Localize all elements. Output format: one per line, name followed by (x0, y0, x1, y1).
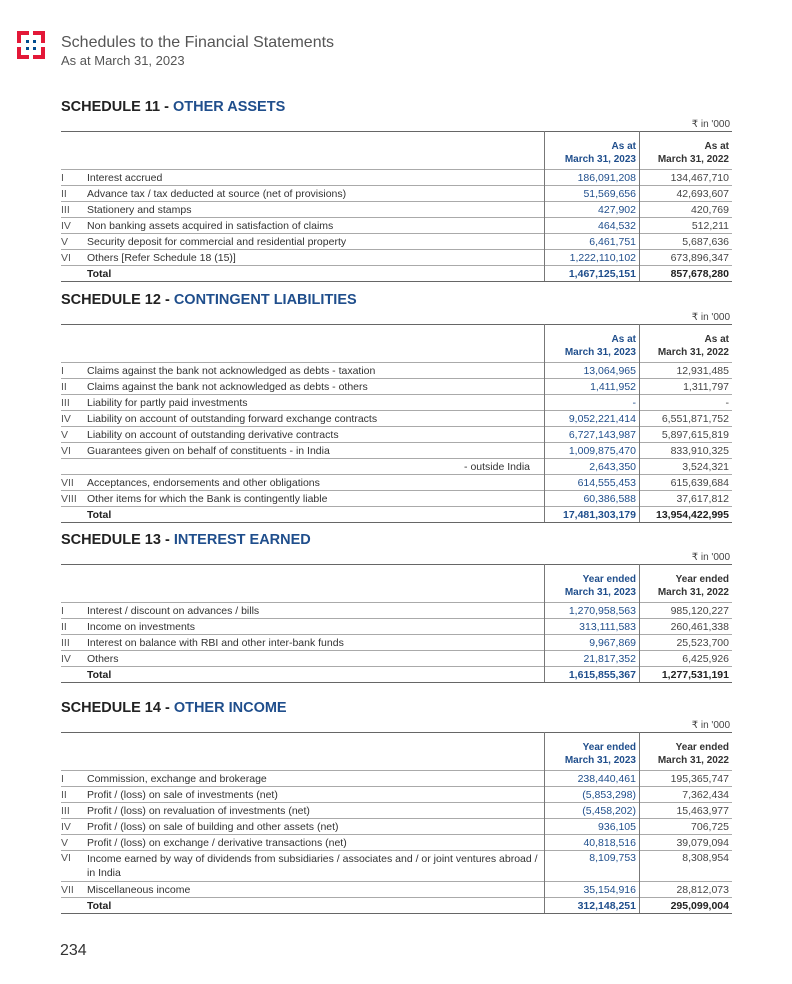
unit-label: ₹ in '000 (691, 552, 730, 563)
row-description: Acceptances, endorsements and other obligations (84, 475, 545, 491)
value-current-year: 9,967,869 (545, 635, 640, 651)
column-header-col2 (640, 565, 733, 603)
value-previous-year: 706,725 (640, 819, 733, 835)
column-header-col1 (545, 132, 640, 170)
value-current-year: 1,411,952 (545, 379, 640, 395)
value-previous-year: 39,079,094 (640, 835, 733, 851)
table-row (61, 619, 732, 635)
schedule-name: CONTINGENT LIABILITIES (173, 292, 357, 308)
row-description: Guarantees given on behalf of constituents - in India (84, 443, 545, 459)
schedule-heading (61, 292, 732, 310)
row-description: Claims against the bank not acknowledged as debts - others (84, 379, 545, 395)
row-number (61, 507, 84, 523)
row-number: II (61, 619, 84, 635)
blank-header (84, 132, 545, 170)
value-current-year: 9,052,221,414 (545, 411, 640, 427)
unit-label: ₹ in '000 (691, 312, 730, 323)
value-previous-year: 673,896,347 (640, 250, 733, 266)
row-description: Security deposit for commercial and residential property (84, 234, 545, 250)
column-header-col2 (640, 733, 733, 771)
table-row (61, 443, 732, 459)
row-description: Advance tax / tax deducted at source (net of provisions) (84, 186, 545, 202)
value-current-year: 1,009,875,470 (545, 443, 640, 459)
value-previous-year: 3,524,321 (640, 459, 733, 475)
table-row (61, 882, 732, 898)
row-number: VI (61, 443, 84, 459)
value-current-year: 51,569,656 (545, 186, 640, 202)
row-number: I (61, 363, 84, 379)
row-number: I (61, 771, 84, 787)
table-row (61, 427, 732, 443)
column-header-line: March 31, 2023 (564, 587, 636, 598)
value-current-year: (5,853,298) (545, 787, 640, 803)
total-previous-year: 13,954,422,995 (640, 507, 733, 523)
row-number: III (61, 395, 84, 411)
table-row (61, 787, 732, 803)
row-number (61, 898, 84, 914)
value-previous-year: 985,120,227 (640, 603, 733, 619)
schedule-prefix: SCHEDULE 13 - (61, 532, 174, 548)
total-current-year: 1,467,125,151 (545, 266, 640, 282)
row-number: II (61, 379, 84, 395)
column-header-line: March 31, 2022 (657, 154, 729, 165)
row-description: Income on investments (84, 619, 545, 635)
value-previous-year: 512,211 (640, 218, 733, 234)
total-row (61, 667, 732, 683)
column-header-line: March 31, 2023 (564, 347, 636, 358)
table-row (61, 635, 732, 651)
value-current-year: 427,902 (545, 202, 640, 218)
value-current-year: 238,440,461 (545, 771, 640, 787)
schedule-table (61, 564, 732, 683)
value-previous-year: 28,812,073 (640, 882, 733, 898)
table-row (61, 491, 732, 507)
row-number: VI (61, 851, 84, 882)
row-description: Others (84, 651, 545, 667)
row-number: V (61, 427, 84, 443)
header-row (61, 132, 732, 170)
column-header-line: March 31, 2023 (564, 154, 636, 165)
value-current-year: 40,818,516 (545, 835, 640, 851)
row-number: IV (61, 411, 84, 427)
unit-label: ₹ in '000 (691, 720, 730, 731)
blank-header (61, 565, 84, 603)
total-previous-year: 295,099,004 (640, 898, 733, 914)
row-description: - outside India (84, 459, 545, 475)
row-description: Income earned by way of dividends from subsidiaries / associates and / or joint ventures abroad / in India (84, 851, 545, 882)
value-current-year: 6,727,143,987 (545, 427, 640, 443)
schedule-11-other-assets (61, 99, 732, 282)
total-previous-year: 857,678,280 (640, 266, 733, 282)
total-current-year: 17,481,303,179 (545, 507, 640, 523)
row-number (61, 266, 84, 282)
header-row (61, 733, 732, 771)
row-number: VII (61, 475, 84, 491)
page-subtitle: As at March 31, 2023 (61, 53, 185, 68)
total-label: Total (84, 667, 545, 683)
blank-header (84, 565, 545, 603)
column-header-line: As at (611, 334, 636, 345)
total-label: Total (84, 266, 545, 282)
value-current-year: 936,105 (545, 819, 640, 835)
bank-logo-icon (17, 31, 45, 59)
row-number (61, 459, 84, 475)
schedule-13-interest-earned (61, 532, 732, 683)
total-current-year: 1,615,855,367 (545, 667, 640, 683)
value-current-year: (5,458,202) (545, 803, 640, 819)
row-number: VI (61, 250, 84, 266)
value-previous-year: 420,769 (640, 202, 733, 218)
row-description: Other items for which the Bank is contingently liable (84, 491, 545, 507)
row-number: II (61, 787, 84, 803)
row-number: III (61, 202, 84, 218)
total-label: Total (84, 507, 545, 523)
row-description: Non banking assets acquired in satisfaction of claims (84, 218, 545, 234)
row-number: VIII (61, 491, 84, 507)
total-label: Total (84, 898, 545, 914)
value-current-year: 35,154,916 (545, 882, 640, 898)
value-previous-year: 7,362,434 (640, 787, 733, 803)
schedule-table (61, 732, 732, 914)
table-row (61, 603, 732, 619)
row-number: I (61, 603, 84, 619)
row-description: Profit / (loss) on exchange / derivative transactions (net) (84, 835, 545, 851)
value-current-year: 313,111,583 (545, 619, 640, 635)
column-header-line: As at (611, 141, 636, 152)
row-description: Liability on account of outstanding forward exchange contracts (84, 411, 545, 427)
table-row (61, 234, 732, 250)
table-row (61, 851, 732, 882)
header-row (61, 565, 732, 603)
column-header-line: March 31, 2022 (657, 587, 729, 598)
schedule-heading (61, 532, 732, 550)
total-row (61, 507, 732, 523)
value-current-year: 1,222,110,102 (545, 250, 640, 266)
value-previous-year: 833,910,325 (640, 443, 733, 459)
table-row (61, 186, 732, 202)
row-number: I (61, 170, 84, 186)
blank-header (61, 325, 84, 363)
value-previous-year: 260,461,338 (640, 619, 733, 635)
row-number: VII (61, 882, 84, 898)
value-current-year: 60,386,588 (545, 491, 640, 507)
table-row (61, 379, 732, 395)
row-description: Profit / (loss) on revaluation of investments (net) (84, 803, 545, 819)
value-current-year: 186,091,208 (545, 170, 640, 186)
table-row (61, 170, 732, 186)
table-row (61, 835, 732, 851)
table-row (61, 771, 732, 787)
column-header-col2 (640, 325, 733, 363)
table-row (61, 202, 732, 218)
column-header-col2 (640, 132, 733, 170)
value-previous-year: 25,523,700 (640, 635, 733, 651)
table-row (61, 651, 732, 667)
value-current-year: 464,532 (545, 218, 640, 234)
blank-header (61, 733, 84, 771)
value-previous-year: 12,931,485 (640, 363, 733, 379)
schedule-name: OTHER INCOME (173, 700, 287, 716)
table-row (61, 363, 732, 379)
total-row (61, 266, 732, 282)
row-description: Profit / (loss) on sale of investments (net) (84, 787, 545, 803)
blank-header (61, 132, 84, 170)
column-header-col1 (545, 733, 640, 771)
blank-header (84, 325, 545, 363)
value-previous-year: 6,425,926 (640, 651, 733, 667)
row-description: Others [Refer Schedule 18 (15)] (84, 250, 545, 266)
total-previous-year: 1,277,531,191 (640, 667, 733, 683)
row-number: IV (61, 218, 84, 234)
column-header-line: Year ended (582, 742, 636, 753)
value-previous-year: 1,311,797 (640, 379, 733, 395)
total-current-year: 312,148,251 (545, 898, 640, 914)
row-description: Miscellaneous income (84, 882, 545, 898)
schedule-prefix: SCHEDULE 12 - (61, 292, 174, 308)
value-previous-year: 6,551,871,752 (640, 411, 733, 427)
column-header-line: March 31, 2023 (564, 755, 636, 766)
page-number: 234 (60, 942, 87, 959)
row-number (61, 667, 84, 683)
row-number: IV (61, 651, 84, 667)
unit-label: ₹ in '000 (691, 119, 730, 130)
table-row (61, 819, 732, 835)
row-number: III (61, 803, 84, 819)
value-previous-year: 37,617,812 (640, 491, 733, 507)
row-description: Interest on balance with RBI and other inter-bank funds (84, 635, 545, 651)
row-description: Liability on account of outstanding derivative contracts (84, 427, 545, 443)
schedule-prefix: SCHEDULE 11 - (61, 99, 173, 115)
value-current-year: 21,817,352 (545, 651, 640, 667)
table-row (61, 250, 732, 266)
table-row (61, 218, 732, 234)
row-description: Interest / discount on advances / bills (84, 603, 545, 619)
value-current-year: 13,064,965 (545, 363, 640, 379)
schedule-name: OTHER ASSETS (173, 99, 286, 115)
value-previous-year: 5,687,636 (640, 234, 733, 250)
row-description: Commission, exchange and brokerage (84, 771, 545, 787)
row-number: II (61, 186, 84, 202)
schedule-table (61, 324, 732, 523)
column-header-line: Year ended (582, 574, 636, 585)
value-previous-year: 42,693,607 (640, 186, 733, 202)
table-row (61, 411, 732, 427)
header-row (61, 325, 732, 363)
value-current-year: 8,109,753 (545, 851, 640, 882)
total-row (61, 898, 732, 914)
row-description: Interest accrued (84, 170, 545, 186)
schedule-table (61, 131, 732, 282)
schedule-12-contingent-liabilities (61, 292, 732, 523)
column-header-line: March 31, 2022 (657, 755, 729, 766)
column-header-line: Year ended (675, 742, 729, 753)
value-previous-year: 5,897,615,819 (640, 427, 733, 443)
table-row (61, 803, 732, 819)
value-current-year: - (545, 395, 640, 411)
table-row (61, 475, 732, 491)
value-previous-year: 15,463,977 (640, 803, 733, 819)
page-title: Schedules to the Financial Statements (61, 34, 335, 51)
column-header-line: As at (704, 141, 729, 152)
value-current-year: 6,461,751 (545, 234, 640, 250)
schedule-14-other-income (61, 700, 732, 914)
table-row (61, 395, 732, 411)
column-header-line: March 31, 2022 (657, 347, 729, 358)
row-description: Claims against the bank not acknowledged as debts - taxation (84, 363, 545, 379)
row-number: V (61, 835, 84, 851)
column-header-line: Year ended (675, 574, 729, 585)
value-previous-year: 195,365,747 (640, 771, 733, 787)
schedule-heading (61, 700, 732, 718)
value-current-year: 614,555,453 (545, 475, 640, 491)
value-previous-year: 8,308,954 (640, 851, 733, 882)
value-current-year: 1,270,958,563 (545, 603, 640, 619)
row-description: Liability for partly paid investments (84, 395, 545, 411)
blank-header (84, 733, 545, 771)
row-number: IV (61, 819, 84, 835)
schedule-name: INTEREST EARNED (173, 532, 311, 548)
row-description: Profit / (loss) on sale of building and other assets (net) (84, 819, 545, 835)
value-previous-year: 134,467,710 (640, 170, 733, 186)
row-number: III (61, 635, 84, 651)
row-description: Stationery and stamps (84, 202, 545, 218)
column-header-col1 (545, 325, 640, 363)
column-header-col1 (545, 565, 640, 603)
value-previous-year: 615,639,684 (640, 475, 733, 491)
schedule-heading (61, 99, 732, 117)
column-header-line: As at (704, 334, 729, 345)
value-current-year: 2,643,350 (545, 459, 640, 475)
table-row (61, 459, 732, 475)
schedule-prefix: SCHEDULE 14 - (61, 700, 174, 716)
value-previous-year: - (640, 395, 733, 411)
row-number: V (61, 234, 84, 250)
